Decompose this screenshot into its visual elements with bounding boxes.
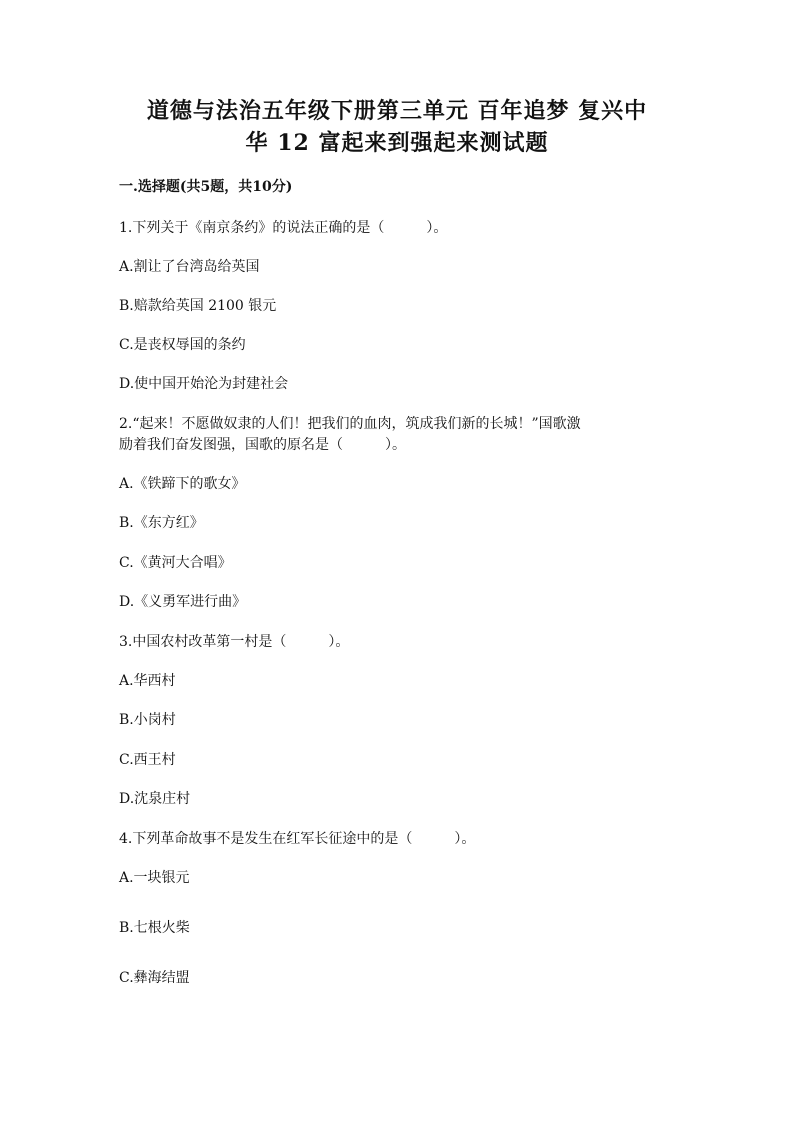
question-3-option-a: A.华西村 bbox=[119, 673, 176, 689]
question-1-option-c: C.是丧权辱国的条约 bbox=[119, 337, 246, 353]
question-1-option-d: D.使中国开始沦为封建社会 bbox=[119, 376, 289, 392]
question-3-option-c: C.西王村 bbox=[119, 752, 176, 768]
question-3-option-b: B.小岗村 bbox=[119, 712, 176, 728]
question-3-stem: 3.中国农村改革第一村是（ ）。 bbox=[119, 634, 350, 650]
question-2-stem-line-1: 2.“起来！不愿做奴隶的人们！把我们的血肉，筑成我们新的长城！”国歌激 bbox=[119, 416, 581, 432]
question-4-stem: 4.下列革命故事不是发生在红军长征途中的是（ ）。 bbox=[119, 831, 476, 847]
section-heading: 一.选择题(共5题，共10分) bbox=[119, 179, 293, 195]
page-title-line-1: 道德与法治五年级下册第三单元 百年追梦 复兴中 bbox=[146, 98, 648, 124]
question-1-stem: 1.下列关于《南京条约》的说法正确的是（ ）。 bbox=[119, 220, 448, 236]
question-4-option-a: A.一块银元 bbox=[119, 870, 190, 886]
question-1-option-b: B.赔款给英国 2100 银元 bbox=[119, 298, 277, 314]
question-4-option-c: C.彝海结盟 bbox=[119, 970, 190, 986]
question-2-option-d: D.《义勇军进行曲》 bbox=[119, 594, 247, 610]
question-2-stem-line-2: 励着我们奋发图强，国歌的原名是（ ）。 bbox=[119, 437, 406, 453]
question-1-option-a: A.割让了台湾岛给英国 bbox=[119, 259, 260, 275]
page-title-line-2: 华 12 富起来到强起来测试题 bbox=[245, 130, 549, 156]
question-4-option-b: B.七根火柴 bbox=[119, 920, 190, 936]
question-2-option-a: A.《铁蹄下的歌女》 bbox=[119, 476, 246, 492]
question-3-option-d: D.沈泉庄村 bbox=[119, 791, 191, 807]
question-2-option-b: B.《东方红》 bbox=[119, 515, 204, 531]
question-2-option-c: C.《黄河大合唱》 bbox=[119, 555, 232, 571]
